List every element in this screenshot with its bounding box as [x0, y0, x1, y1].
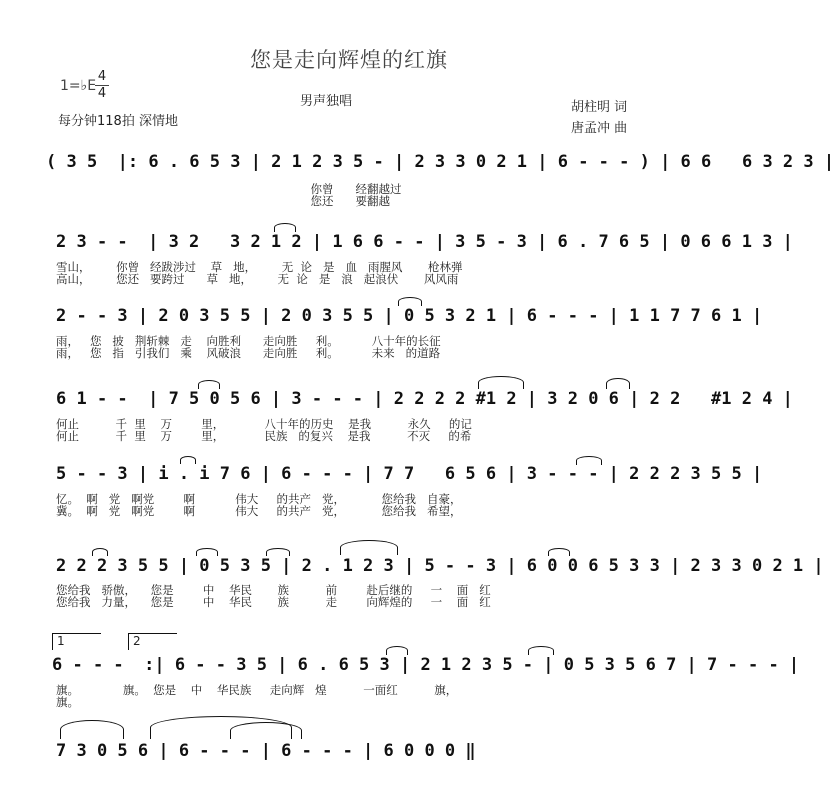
tempo-marking: 每分钟118拍 深情地 — [58, 114, 178, 129]
time-signature — [95, 70, 109, 101]
notes-row-1: ( 3 5 |: 6 . 6 5 3 | 2 1 2 3 5 - | 2 3 3 0 2 1 | 6 - - - ) | 6 6 6 3 2 3 | — [46, 152, 834, 172]
slur-arc — [478, 376, 524, 389]
score-row-4 — [0, 389, 793, 411]
volta-1-number: 1 — [57, 634, 65, 648]
slur-arc — [548, 548, 570, 556]
lyrics-row-5-verse-1: 忆。 啊 党 啊党 啊 伟大 的共产 党， 您给我 自豪， — [56, 492, 462, 506]
composer-credit: 唐孟冲 曲 — [571, 121, 628, 136]
notes-row-7: 6 - - - :| 6 - - 3 5 | 6 . 6 5 3 | 2 1 2 3 5 - | 0 5 3 5 6 7 | 7 - - - | — [52, 655, 800, 675]
score-row-8 — [0, 741, 698, 763]
notes-row-3: 2 - - 3 | 2 0 3 5 5 | 2 0 3 5 5 | 0 5 3 2 1 | 6 - - - | 1 1 7 7 6 1 | — [56, 306, 763, 326]
slur-arc — [266, 548, 290, 556]
score-row-2 — [0, 232, 793, 254]
notes-row-4: 6 1 - - | 7 5 0 5 6 | 3 - - - | 2 2 2 2 #1 2 | 3 2 0 6 | 2 2 #1 2 4 | — [56, 389, 793, 409]
slur-arc — [180, 456, 196, 464]
score-row-5 — [0, 464, 763, 486]
slur-arc — [398, 297, 422, 306]
score-row-6 — [0, 556, 824, 578]
voice-type: 男声独唱 — [300, 94, 353, 109]
key-signature: 1=♭E — [60, 78, 97, 94]
volta-bracket-1 — [52, 633, 101, 650]
lyrics-row-1-verse-2: 您还 要翻越 — [40, 194, 390, 208]
slur-arc — [386, 646, 408, 655]
lyrics-row-1-verse-1: 你曾 经翻越过 — [40, 182, 402, 196]
lyrics-row-5-verse-2: 冀。 啊 党 啊党 啊 伟大 的共产 党， 您给我 希望， — [56, 504, 462, 518]
score-row-7 — [0, 655, 800, 677]
song-title: 您是走向辉煌的红旗 — [250, 48, 448, 72]
volta-2-number: 2 — [133, 634, 141, 648]
lyrics-row-7-verse-1: 旗。 旗。 您是 中 华民族 走向辉 煌 一面红 旗， — [56, 683, 458, 697]
notes-row-6: 2 2 2 3 5 5 | 0 5 3 5 | 2 . 1 2 3 | 5 - - 3 | 6 0 0 6 5 3 3 | 2 3 3 0 2 1 | — [56, 556, 824, 576]
tie-arc — [60, 720, 124, 739]
slur-arc — [528, 646, 554, 655]
lyrics-row-6-verse-1: 您给我 骄傲， 您是 中 华民 族 前 赴后继的 一 面 红 — [56, 583, 491, 597]
lyrics-row-7-verse-2: 旗。 — [56, 695, 79, 709]
slur-arc — [274, 223, 296, 232]
slur-arc — [340, 540, 398, 555]
lyrics-row-2-verse-1: 雪山， 你曾 经跋涉过 草 地， 无 论 是 血 雨腥风 枪林弹 — [56, 260, 463, 274]
slur-arc — [198, 380, 220, 389]
notes-row-5: 5 - - 3 | i . i 7 6 | 6 - - - | 7 7 6 5 6 | 3 - - - | 2 2 2 3 5 5 | — [56, 464, 763, 484]
score-row-3 — [0, 306, 763, 328]
slur-arc — [92, 548, 108, 556]
lyrics-row-3-verse-2: 雨， 您 指 引我们 乘 风破浪 走向胜 利。 未来 的道路 — [56, 346, 441, 360]
meter-bottom: 4 — [97, 86, 107, 101]
lyrics-row-2-verse-2: 高山， 您还 要跨过 草 地， 无 论 是 浪 起浪伏 风风雨 — [56, 272, 459, 286]
notes-row-2: 2 3 - - | 3 2 3 2 1 2 | 1 6 6 - - | 3 5 - 3 | 6 . 7 6 5 | 0 6 6 1 3 | — [56, 232, 793, 252]
lyrics-row-3-verse-1: 雨， 您 披 荆斩棘 走 向胜利 走向胜 利。 八十年的长征 — [56, 334, 441, 348]
notes-row-8: 7 3 0 5 6 | 6 - - - | 6 - - - | 6 0 0 0 ‖ — [56, 741, 476, 761]
tie-arc — [230, 722, 302, 739]
volta-bracket-2 — [128, 633, 177, 650]
meter-top: 4 — [97, 69, 107, 84]
lyrics-row-4-verse-1: 何止 千 里 万 里， 八十年的历史 是我 永久 的记 — [56, 417, 472, 431]
lyricist-credit: 胡柱明 词 — [571, 100, 628, 115]
lyrics-row-4-verse-2: 何止 千 里 万 里， 民族 的复兴 是我 不灭 的希 — [56, 429, 472, 443]
lyrics-row-6-verse-2: 您给我 力量， 您是 中 华民 族 走 向辉煌的 一 面 红 — [56, 595, 491, 609]
score-row-1 — [0, 152, 834, 174]
slur-arc — [606, 378, 630, 389]
slur-arc — [576, 456, 602, 465]
slur-arc — [196, 548, 218, 556]
